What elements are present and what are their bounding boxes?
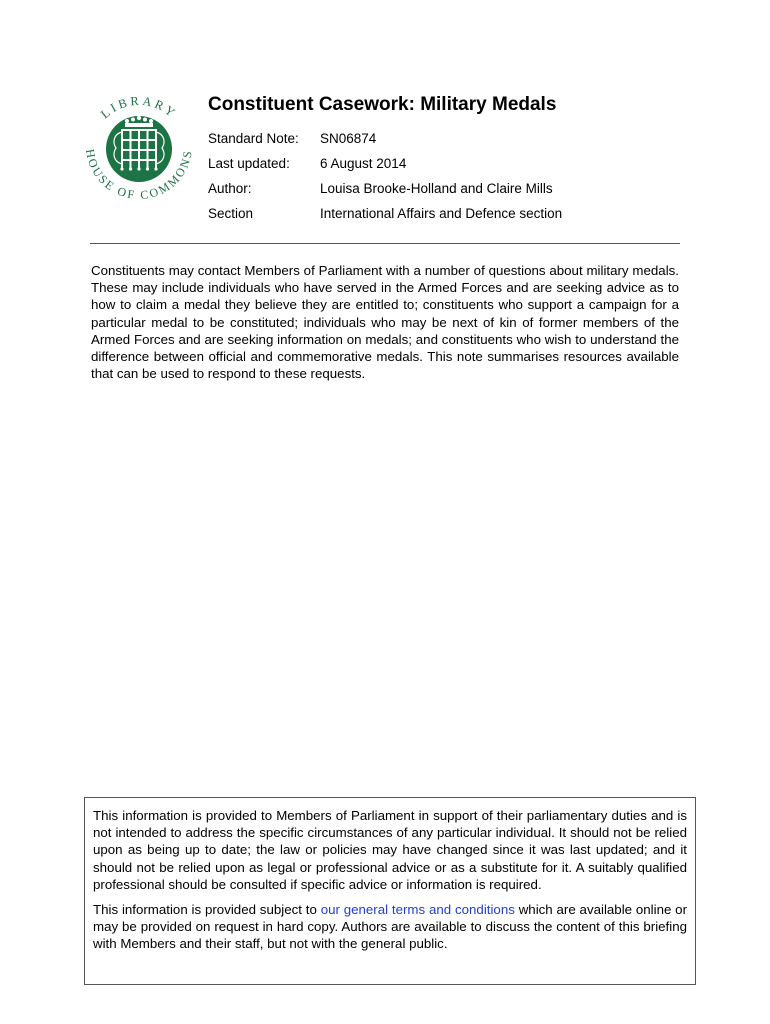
header-divider: [90, 243, 680, 244]
meta-value: International Affairs and Defence section: [320, 206, 563, 221]
portcullis-icon: [78, 88, 200, 210]
terms-and-conditions-link[interactable]: our general terms and conditions: [320, 902, 515, 918]
meta-label: Section: [208, 206, 254, 221]
svg-text:HOUSE OF COMMONS: HOUSE OF COMMONS: [82, 147, 196, 203]
disclaimer-text: This information is provided subject to: [93, 902, 321, 918]
meta-value: Louisa Brooke-Holland and Claire Mills: [320, 181, 553, 196]
house-of-commons-library-logo: [78, 88, 200, 210]
summary-paragraph: Constituents may contact Members of Parliament with a number of questions about military medals. These may include individuals who have served in the Armed Forces and are seeking advice as to how to claim a medal they believe they are entitled to; constituents who support a campaign for a particular medal to be constituted; individuals who may be next of kin of former members of the Armed Forces and are seeking information on medals; and constituents who wish to understand the difference between official and commemorative medals. This note summarises resources available that can be used to respond to these requests.: [91, 263, 679, 382]
svg-text:LIBRARY: LIBRARY: [98, 93, 180, 122]
meta-value: SN06874: [320, 131, 377, 146]
disclaimer-text: which are available online or may be provided on request in hard copy. Authors are available to discuss the content of this briefing with Members and their staff, but not with the general public.: [93, 902, 688, 952]
summary-section: [91, 262, 679, 382]
meta-value: 6 August 2014: [320, 156, 407, 171]
meta-label: Last updated:: [208, 156, 290, 171]
disclaimer-box: [84, 797, 696, 985]
page-title: Constituent Casework: Military Medals: [208, 94, 557, 115]
disclaimer-paragraph: This information is provided to Members of Parliament in support of their parliamentary duties and is not intended to address the specific circumstances of any particular individual. It should not be relied upon as being up to date; the law or policies may have changed since it was last updated; and it should not be relied upon as legal or professional advice or as a substitute for it. A suitably qualified professional should be consulted if specific advice or information is required.: [93, 808, 687, 892]
meta-label: Standard Note:: [208, 131, 299, 146]
disclaimer-paragraph: [93, 901, 687, 953]
meta-label: Author:: [208, 181, 252, 196]
